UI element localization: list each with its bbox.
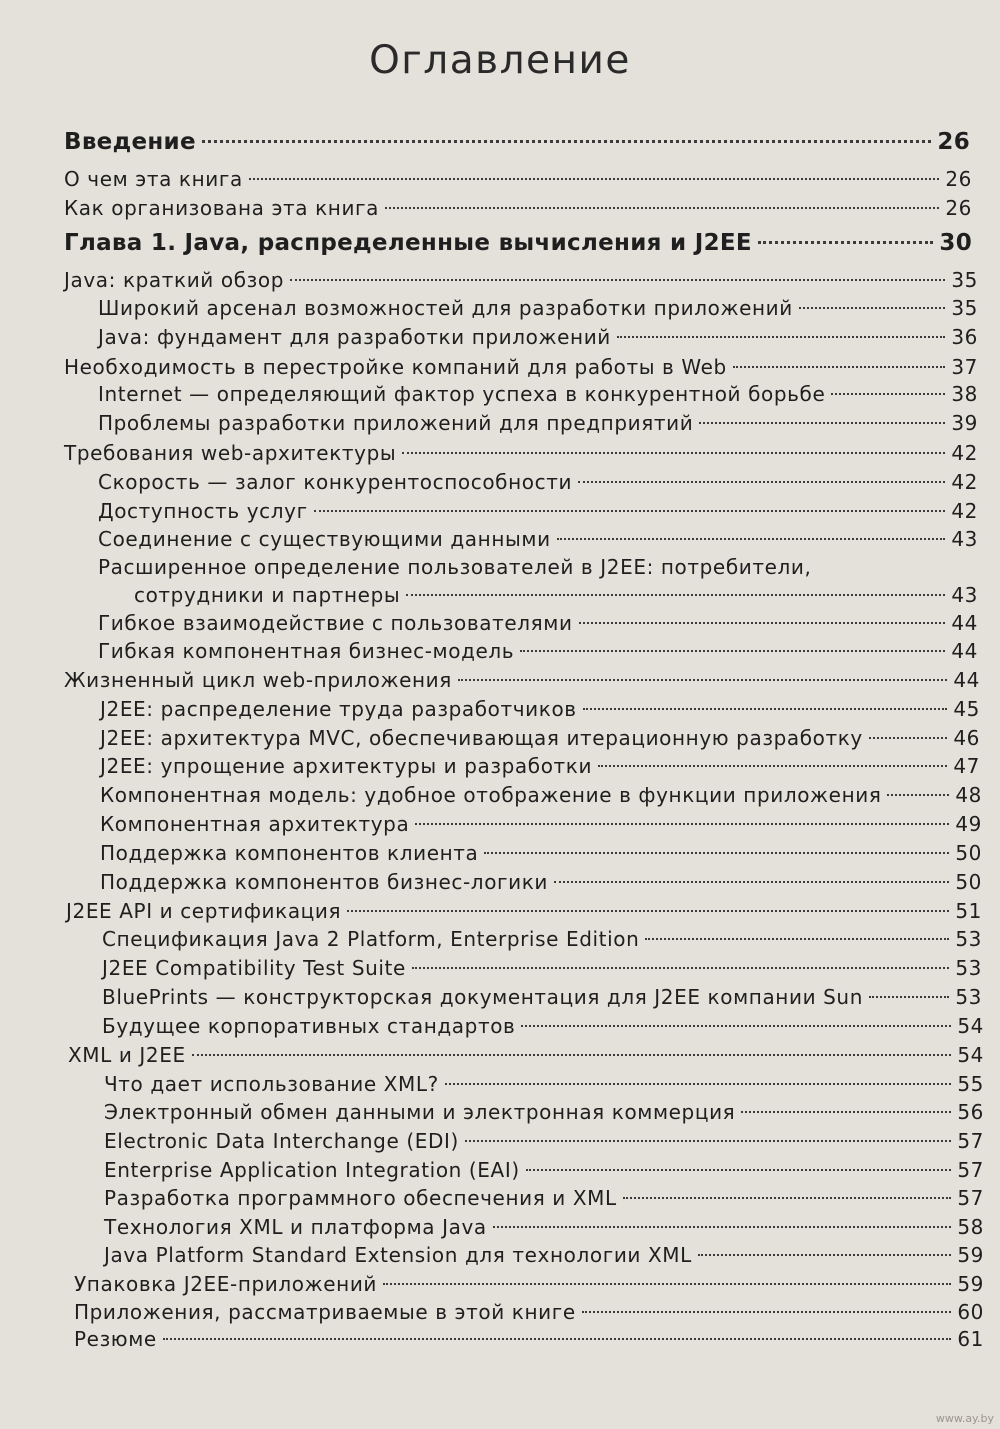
toc-entry [98, 637, 978, 665]
toc-entry-label: Electronic Data Interchange (EDI) [104, 1129, 459, 1153]
toc-entry-page: 42 [951, 470, 978, 494]
toc-entry [98, 525, 978, 553]
toc-entry [98, 497, 978, 525]
toc-entry-page: 37 [951, 355, 978, 379]
toc-entry-page: 59 [957, 1243, 984, 1267]
leader-dots [521, 1025, 951, 1027]
toc-entry-page: 35 [951, 296, 978, 320]
toc-entry-page: 49 [955, 812, 982, 836]
toc-entry-label: Java: фундамент для разработки приложений [98, 325, 611, 349]
leader-dots [869, 737, 947, 739]
toc-entry [102, 983, 982, 1011]
toc-entry-page: 51 [955, 899, 982, 923]
leader-dots [192, 1054, 952, 1056]
toc-entry-label: Технология XML и платформа Java [104, 1215, 487, 1239]
toc-entry-label: Java: краткий обзор [64, 268, 284, 292]
toc-entry-label: J2EE: упрощение архитектуры и разработки [100, 754, 593, 778]
toc-entry [102, 925, 982, 953]
leader-dots [290, 279, 945, 281]
toc-entry-label: Enterprise Application Integration (EAI) [104, 1158, 520, 1182]
toc-entry [100, 724, 980, 752]
toc-entry-label: Компонентная модель: удобное отображение в функции приложения [100, 783, 882, 807]
toc-entry [102, 1012, 984, 1040]
leader-dots [526, 1169, 952, 1171]
toc-entry-label: Соединение с существующими данными [98, 527, 551, 551]
leader-dots [415, 823, 949, 825]
toc-entry [100, 781, 982, 809]
watermark: www.ay.by [935, 1412, 994, 1425]
toc-entry-page: 35 [951, 268, 978, 292]
toc-entry [104, 1184, 984, 1212]
toc-entry [100, 868, 982, 896]
toc-entry [98, 409, 978, 437]
toc-entry-label: О чем эта книга [64, 167, 243, 191]
toc-entry-label: Будущее корпоративных стандартов [102, 1014, 516, 1038]
leader-dots [733, 366, 946, 368]
toc-entry-page: 44 [953, 668, 980, 692]
leader-dots [412, 967, 949, 969]
leader-dots [869, 996, 949, 998]
toc-entry-page: 43 [951, 583, 978, 607]
toc-entry-page: 44 [951, 639, 978, 663]
toc-entry-label: сотрудники и партнеры [134, 583, 401, 607]
toc-entry [104, 1070, 984, 1098]
leader-dots [402, 452, 945, 454]
toc-entry [98, 468, 978, 496]
leader-dots [799, 307, 945, 309]
leader-dots [383, 1283, 951, 1285]
toc-entry-label: Жизненный цикл web-приложения [64, 668, 452, 692]
toc-entry [100, 752, 980, 780]
toc-entry [98, 323, 978, 351]
leader-dots [582, 1311, 952, 1313]
toc-entry-label: Internet — определяющий фактор успеха в конкурентной борьбе [98, 382, 826, 406]
toc-entry-page: 43 [951, 527, 978, 551]
toc-entry-label: Резюме [74, 1327, 157, 1351]
toc-entry-label: Широкий арсенал возможностей для разработки приложений [98, 296, 793, 320]
toc-entry [64, 439, 978, 467]
toc-entry [74, 1325, 984, 1353]
toc-entry [104, 1156, 984, 1184]
toc-entry-page: 59 [957, 1272, 984, 1296]
toc-entry-label: Приложения, рассматриваемые в этой книге [74, 1300, 576, 1324]
toc-entry [134, 581, 978, 609]
leader-dots [520, 650, 945, 652]
toc-entry-heading [64, 229, 972, 257]
leader-dots [458, 679, 947, 681]
toc-entry-page: 36 [951, 325, 978, 349]
toc-entry-page: 55 [957, 1072, 984, 1096]
toc-entry-label: Требования web-архитектуры [64, 441, 397, 465]
toc-entry-label: Java Platform Standard Extension для технологии XML [104, 1243, 692, 1267]
toc-entry [74, 1270, 984, 1298]
toc-entry [98, 294, 978, 322]
toc-entry-page: 53 [955, 985, 982, 1009]
toc-entry-label: Поддержка компонентов клиента [100, 841, 479, 865]
toc-entry-label: J2EE Compatibility Test Suite [102, 956, 406, 980]
toc-entry-page: 60 [957, 1300, 984, 1324]
leader-dots [484, 852, 949, 854]
toc-entry-page: 57 [957, 1186, 984, 1210]
toc-entry-page: 42 [951, 441, 978, 465]
toc-entry-page: 53 [955, 927, 982, 951]
leader-dots [493, 1226, 952, 1228]
leader-dots [887, 794, 949, 796]
toc-entry-page: 57 [957, 1129, 984, 1153]
toc-entry-label: J2EE: архитектура MVC, обеспечивающая итерационную разработку [100, 726, 863, 750]
toc-entry [64, 266, 978, 294]
toc-entry-label: J2EE: распределение труда разработчиков [100, 697, 577, 721]
toc-entry-page: 56 [957, 1100, 984, 1124]
toc-entry [98, 609, 978, 637]
toc-entry-label: Что дает использование XML? [104, 1072, 439, 1096]
leader-dots [623, 1197, 952, 1199]
toc-entry [100, 839, 982, 867]
toc-entry-label: Необходимость в перестройке компаний для работы в Web [64, 355, 727, 379]
leader-dots [249, 178, 940, 180]
leader-dots [758, 241, 933, 244]
toc-entry-page: 50 [955, 870, 982, 894]
toc-entry-line1 [98, 553, 978, 581]
page-title: Оглавление [369, 38, 631, 83]
toc-entry-page: 45 [953, 697, 980, 721]
toc-entry-page: 30 [939, 230, 972, 256]
toc-entry-page: 53 [955, 956, 982, 980]
toc-entry-label: J2EE API и сертификация [66, 899, 342, 923]
toc-entry-page: 57 [957, 1158, 984, 1182]
toc-entry [64, 194, 972, 222]
toc-entry-page: 50 [955, 841, 982, 865]
toc-entry [74, 1298, 984, 1326]
leader-dots [598, 765, 947, 767]
toc-entry [104, 1241, 984, 1269]
toc-entry [64, 165, 972, 193]
toc-entry-page: 54 [957, 1043, 984, 1067]
toc-entry-label: Глава 1. Java, распределенные вычисления и J2EE [64, 230, 752, 256]
leader-dots [741, 1111, 951, 1113]
toc-entry [102, 954, 982, 982]
leader-dots [465, 1140, 951, 1142]
leader-dots [579, 622, 946, 624]
toc-entry-page: 61 [957, 1327, 984, 1351]
toc-entry-page: 48 [955, 783, 982, 807]
toc-entry-label: Как организована эта книга [64, 196, 380, 220]
leader-dots [699, 422, 945, 424]
toc-entry-label: Электронный обмен данными и электронная коммерция [104, 1100, 736, 1124]
toc-entry [98, 380, 978, 408]
toc-entry-label: Разработка программного обеспечения и XML [104, 1186, 617, 1210]
toc-entry-label: Компонентная архитектура [100, 812, 410, 836]
leader-dots [347, 910, 949, 912]
leader-dots [698, 1254, 951, 1256]
toc-entry-page: 38 [951, 382, 978, 406]
leader-dots [578, 481, 945, 483]
toc-entry-label: Гибкое взаимодействие с пользователями [98, 611, 573, 635]
toc-entry-label: Упаковка J2EE-приложений [74, 1272, 378, 1296]
toc-entry [100, 810, 982, 838]
toc-entry [68, 1041, 984, 1069]
toc-entry-page: 42 [951, 499, 978, 523]
toc-entry-page: 58 [957, 1215, 984, 1239]
leader-dots [617, 336, 945, 338]
toc-entry-label: Скорость — залог конкурентоспособности [98, 470, 573, 494]
toc-entry-heading [64, 128, 970, 156]
toc-entry [64, 353, 978, 381]
toc-entry-page: 26 [937, 129, 970, 155]
toc-entry-label: Поддержка компонентов бизнес-логики [100, 870, 549, 894]
leader-dots [831, 393, 945, 395]
toc-entry [104, 1213, 984, 1241]
toc-entry-page: 26 [945, 167, 972, 191]
toc-entry [104, 1127, 984, 1155]
toc-entry [64, 666, 980, 694]
toc-entry-page: 26 [945, 196, 972, 220]
toc-entry-label: Гибкая компонентная бизнес-модель [98, 639, 515, 663]
leader-dots [557, 538, 946, 540]
leader-dots [445, 1083, 952, 1085]
leader-dots [385, 207, 939, 209]
toc-entry-label: XML и J2EE [68, 1043, 186, 1067]
toc-entry [66, 897, 982, 925]
leader-dots [163, 1338, 952, 1340]
toc-entry [104, 1098, 984, 1126]
leader-dots [202, 140, 932, 143]
toc-entry-label: Проблемы разработки приложений для предприятий [98, 411, 694, 435]
leader-dots [314, 510, 946, 512]
toc-entry-label: BluePrints — конструкторская документация для J2EE компании Sun [102, 985, 863, 1009]
toc-entry [100, 695, 980, 723]
toc-entry-page: 46 [953, 726, 980, 750]
leader-dots [645, 938, 949, 940]
toc-entry-page: 47 [953, 754, 980, 778]
toc-entry-label: Спецификация Java 2 Platform, Enterprise Edition [102, 927, 640, 951]
toc-entry-page: 44 [951, 611, 978, 635]
toc-entry-page: 39 [951, 411, 978, 435]
toc-entry-label: Расширенное определение пользователей в J2EE: потребители, [98, 555, 812, 579]
toc-entry-label: Доступность услуг [98, 499, 308, 523]
toc-entry-label: Введение [64, 129, 196, 155]
toc-entry-page: 54 [957, 1014, 984, 1038]
leader-dots [583, 708, 948, 710]
leader-dots [406, 594, 945, 596]
leader-dots [554, 881, 949, 883]
